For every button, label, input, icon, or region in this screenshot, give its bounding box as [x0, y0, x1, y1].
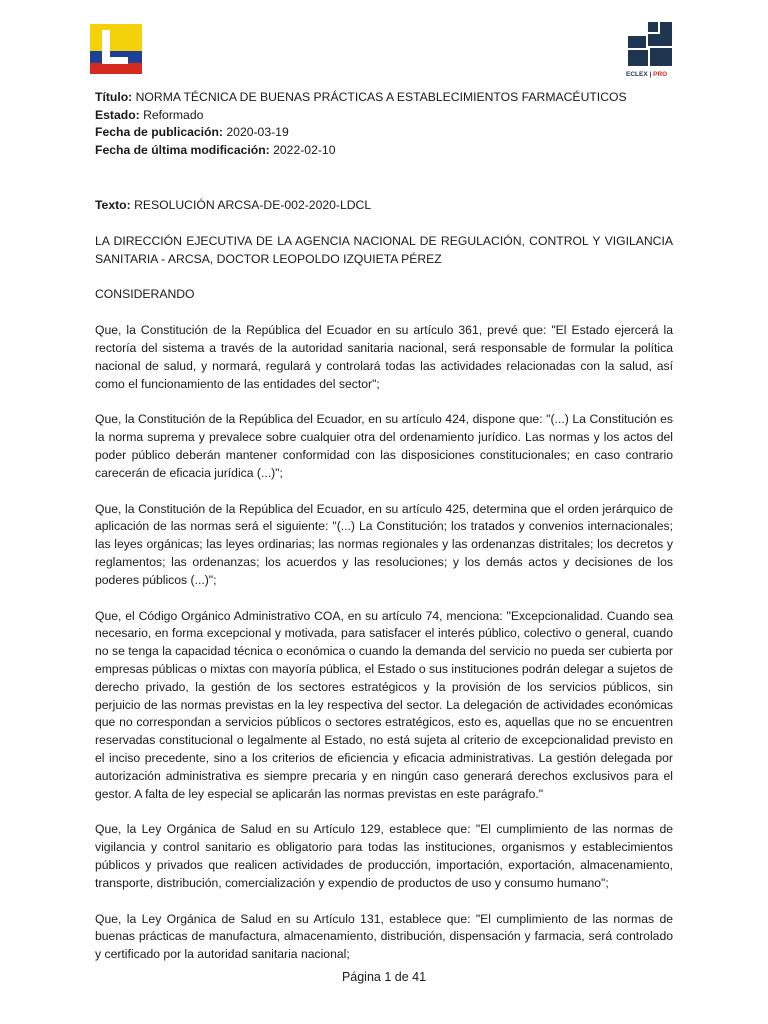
paragraph: Que, la Constitución de la República del Ecuador en su artículo 361, prevé que: "El Estado ejercerá la rectoría del sistema a través de la autoridad sanitaria nacional, será responsable de formular la política nacional de salud, y normará, regulará y controlará todas las actividades relacionadas con la salud, así como el funcionamiento de las entidades del sector"; — [95, 323, 673, 391]
estado-label: Estado: — [95, 107, 140, 122]
svg-text:ECLEX | PRO: ECLEX | PRO — [626, 71, 668, 78]
fecha-publicacion-label: Fecha de publicación: — [95, 125, 223, 139]
fecha-modificacion-value: 2022-02-10 — [273, 142, 336, 157]
titulo-label: Título: — [95, 90, 133, 104]
texto-label: Texto: — [95, 198, 131, 212]
document-body — [95, 197, 673, 982]
paragraph: Que, la Constitución de la República del Ecuador, en su artículo 424, dispone que: "(...) La Constitución es la norma suprema y prevalece sobre cualquier otra del ordenamiento jurídico. Las normas y los actos del poder público deberán mantener conformidad con las disposiciones constitucionales; en caso contrario carecerán de eficacia jurídica (...)"; — [95, 412, 673, 480]
fecha-modificacion-label: Fecha de última modificación: — [95, 142, 270, 157]
texto-value: RESOLUCIÓN ARCSA-DE-002-2020-LDCL — [134, 198, 372, 212]
document-metadata — [95, 89, 675, 159]
fecha-publicacion-line — [95, 124, 675, 142]
page-number: Página 1 de 41 — [341, 970, 427, 984]
estado-line — [95, 107, 675, 125]
paragraph: Que, la Constitución de la República del Ecuador, en su artículo 425, determina que el orden jerárquico de aplicación de las normas será el siguiente: "(...) La Constitución; los tratados y convenios internacionales; las leyes orgánicas; las leyes ordinarias; las normas regionales y las ordenanzas distritales; los decretos y reglamentos; las ordenanzas; los acuerdos y las resoluciones; y los demás actos y decisiones de los poderes públicos (...)"; — [95, 501, 673, 587]
ecuador-flag-l-logo-icon — [90, 24, 142, 74]
fecha-modificacion-line — [95, 142, 675, 160]
paragraph: Que, la Ley Orgánica de Salud en su Artículo 129, establece que: "El cumplimiento de las normas de vigilancia y control sanitario es obligatorio para todas las instituciones, organismos y establecimientos públicos y privados que realicen actividades de producción, importación, exportación, almacenamiento, transporte, distribución, comercialización y expendio de productos de uso y consumo humano"; — [95, 822, 673, 890]
heading-considerando: CONSIDERANDO — [95, 287, 195, 302]
heading-direccion: LA DIRECCIÓN EJECUTIVA DE LA AGENCIA NACIONAL DE REGULACIÓN, CONTROL Y VIGILANCIA SANITARIA - ARCSA, DOCTOR LEOPOLDO IZQUIETA PÉREZ — [95, 233, 673, 266]
texto-line — [95, 197, 673, 215]
fecha-publicacion-value: 2020-03-19 — [226, 125, 289, 139]
titulo-line — [95, 89, 675, 107]
eclex-pro-logo-icon — [624, 22, 674, 78]
paragraph: Que, el Código Orgánico Administrativo COA, en su artículo 74, menciona: "Excepcionalidad. Cuando sea necesario, en forma excepcional y motivada, para satisfacer el interés público, colectivo o general, cuando no se tenga la capacidad técnica o económica o cuando la demanda del servicio no pueda ser cubierta por empresas públicas o mixtas con mayoría pública, el Estado o sus instituciones podrán delegar a sujetos de derecho privado, la gestión de los sectores estratégicos y la provisión de los servicios públicos, sin perjuicio de las normas previstas en la ley respectiva del sector. La delegación de actividades económicas que no correspondan a servicios públicos o sectores estratégicos, esto es, aquellas que no se encuentren reservadas constitucional o legalmente al Estado, no está sujeta al criterio de excepcionalidad previsto en el inciso precedente, sino a los criterios de eficiencia y eficacia administrativas. La gestión delegada por autorización administrativa es siempre precaria y en ningún caso generará derechos exclusivos para el gestor. A falta de ley especial se aplicarán las normas previstas en este parágrafo." — [95, 608, 673, 801]
paragraph: Que, la Ley Orgánica de Salud en su Artículo 131, establece que: "El cumplimiento de las normas de buenas prácticas de manufactura, almacenamiento, distribución, dispensación y farmacia, será controlado y certificado por la autoridad sanitaria nacional; — [95, 911, 673, 962]
titulo-value: NORMA TÉCNICA DE BUENAS PRÁCTICAS A ESTABLECIMIENTOS FARMACÉUTICOS — [135, 90, 627, 104]
estado-value: Reformado — [143, 107, 204, 122]
